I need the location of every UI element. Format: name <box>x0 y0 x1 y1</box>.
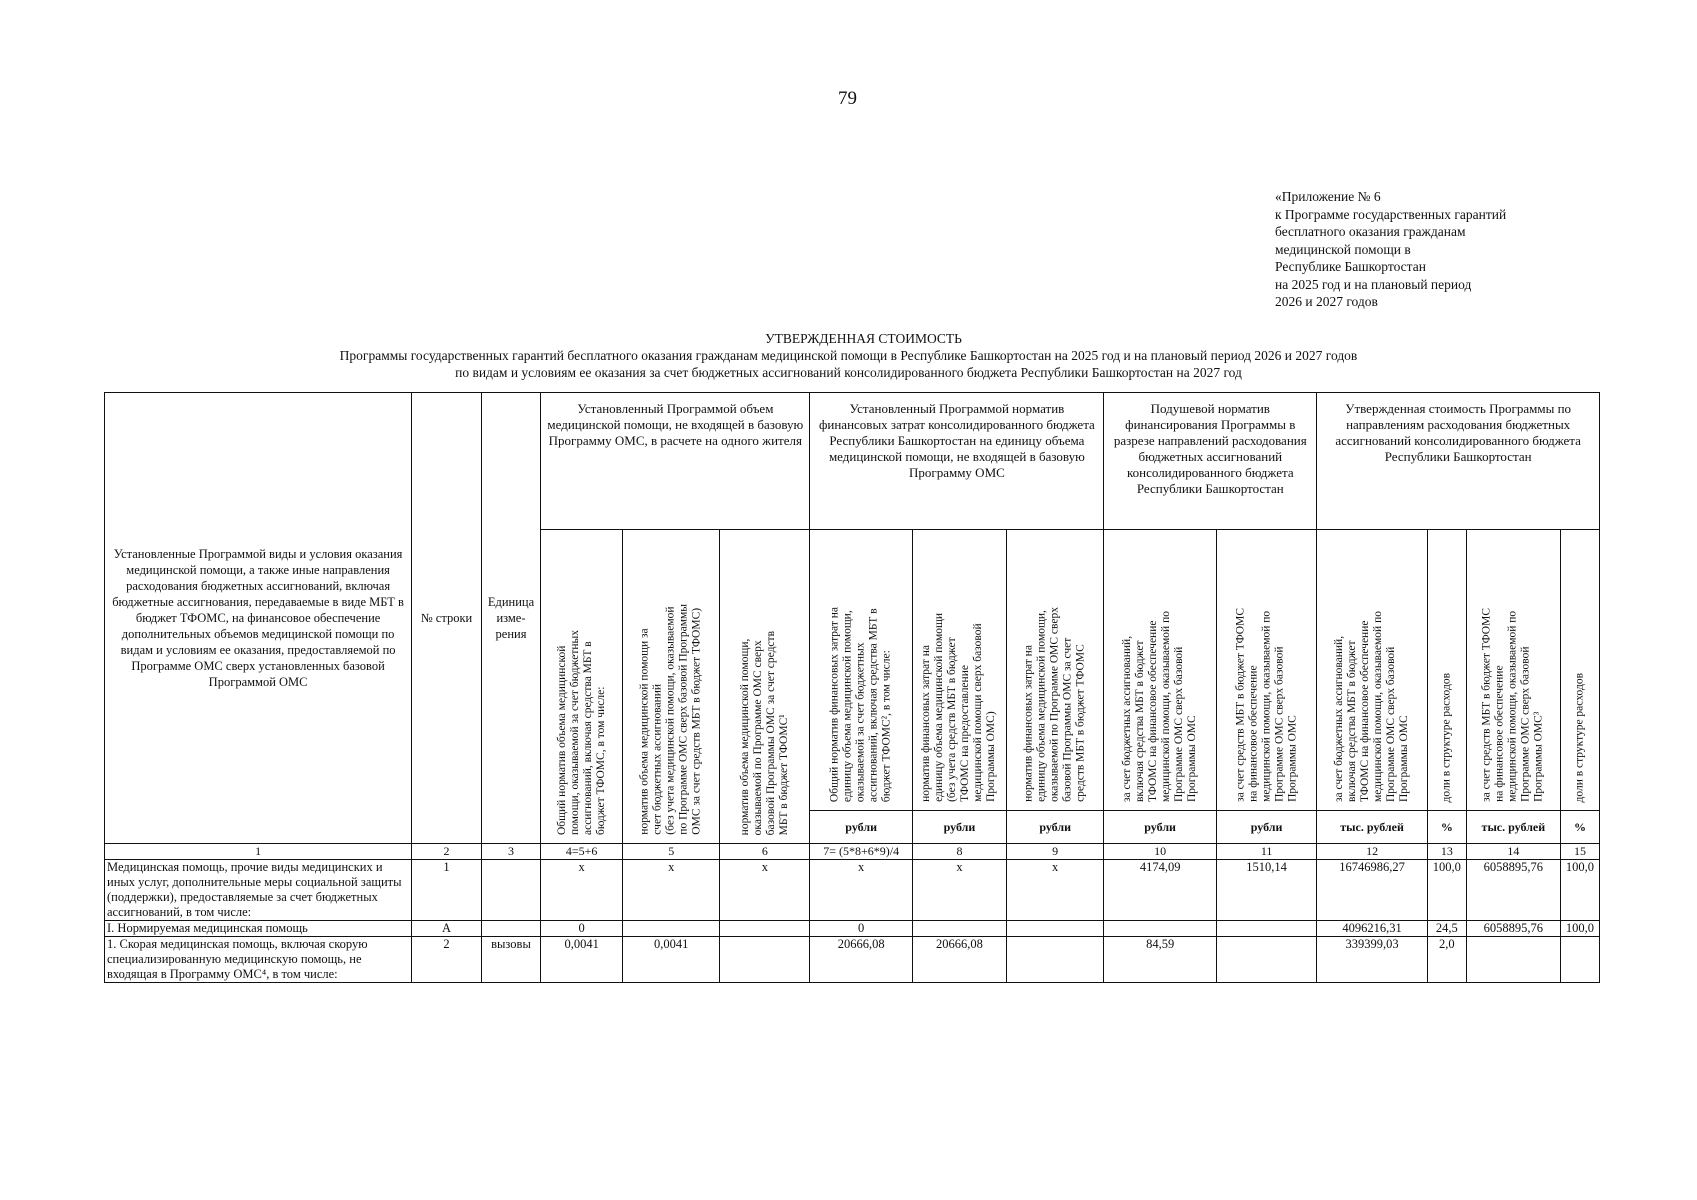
cell: х <box>541 860 623 921</box>
cell: 100,0 <box>1560 860 1599 921</box>
cell <box>1104 921 1217 937</box>
table-row <box>105 921 1600 937</box>
appendix-line: бесплатного оказания гражданам <box>1275 224 1466 239</box>
page-number: 79 <box>838 88 857 109</box>
cell: х <box>1007 860 1104 921</box>
cell: х <box>720 860 810 921</box>
unit-cell: % <box>1427 811 1466 844</box>
cell: 0 <box>541 921 623 937</box>
vheader-text: за счет бюджетных ассигнований, включая средства МБТ в бюджет ТФОМС на финансовое обеспечение медицинской помощи, оказываемой по Программе ОМС сверх базовой Программы ОМС <box>1121 610 1199 802</box>
column-number: 3 <box>481 844 540 860</box>
vheader-col8 <box>912 530 1006 811</box>
column-number: 2 <box>412 844 482 860</box>
appendix-reference <box>1275 188 1506 311</box>
vheader-col9 <box>1007 530 1104 811</box>
column-number: 11 <box>1216 844 1316 860</box>
column-number: 12 <box>1317 844 1428 860</box>
vheader-col4 <box>541 530 623 844</box>
header-unit: Единица изме-рения <box>481 393 540 844</box>
header-row-number: № строки <box>412 393 482 844</box>
cell <box>1466 937 1560 983</box>
vheader-col7 <box>810 530 912 811</box>
title-subtitle: Программы государственных гарантий бесплатного оказания гражданам медицинской помощи в Республике Башкортостан на 2025 год и на плановый период 2026 и 2027 годов <box>339 348 1358 363</box>
cell: 16746986,27 <box>1317 860 1428 921</box>
cell: А <box>412 921 482 937</box>
column-number: 5 <box>623 844 720 860</box>
unit-cell: тыс. рублей <box>1466 811 1560 844</box>
cell: х <box>912 860 1006 921</box>
cell: 20666,08 <box>912 937 1006 983</box>
document-title <box>0 330 1697 381</box>
unit-cell: рубли <box>810 811 912 844</box>
vheader-text: доли в структуре расходов <box>1573 672 1586 802</box>
cell: вызовы <box>481 937 540 983</box>
column-number: 14 <box>1466 844 1560 860</box>
cell <box>1007 937 1104 983</box>
vheader-text: норматив объема медицинской помощи за счет бюджетных ассигнований (без учета медицинской помощи, оказываемой по Программе ОМС сверх базовой Программы ОМС за счет средств МБТ в бюджет ТФОМС) <box>638 604 703 835</box>
cell <box>623 921 720 937</box>
table-row <box>105 937 1600 983</box>
cell: 0 <box>810 921 912 937</box>
cell <box>481 921 540 937</box>
vheader-text: за счет средств МБТ в бюджет ТФОМС на финансовое обеспечение медицинской помощи, оказываемой по Программе ОМС сверх базовой Программы ОМС <box>1234 608 1299 802</box>
cell: 2,0 <box>1427 937 1466 983</box>
column-number: 1 <box>105 844 412 860</box>
cell: 0,0041 <box>541 937 623 983</box>
vheader-text: норматив финансовых затрат на единицу объема медицинской помощи, оказываемой по Программе ОМС сверх базовой Программы ОМС за счет средств МБТ в бюджет ТФОМС <box>1022 607 1087 802</box>
cell: 2 <box>412 937 482 983</box>
vheader-col15 <box>1560 530 1599 811</box>
cell: 84,59 <box>1104 937 1217 983</box>
cell: 100,0 <box>1427 860 1466 921</box>
column-number: 15 <box>1560 844 1599 860</box>
appendix-line: «Приложение № 6 <box>1275 189 1381 204</box>
cell <box>481 860 540 921</box>
row-name: 1. Скорая медицинская помощь, включая скорую специализированную медицинскую помощь, не входящая в Программу ОМС⁴, в том числе: <box>105 937 412 983</box>
column-number: 6 <box>720 844 810 860</box>
cell <box>1007 921 1104 937</box>
unit-cell: рубли <box>1104 811 1217 844</box>
column-number: 13 <box>1427 844 1466 860</box>
cell: 24,5 <box>1427 921 1466 937</box>
column-number: 7= (5*8+6*9)/4 <box>810 844 912 860</box>
appendix-line: на 2025 год и на плановый период <box>1275 276 1472 292</box>
column-number: 9 <box>1007 844 1104 860</box>
cell <box>720 921 810 937</box>
header-kinds: Установленные Программой виды и условия оказания медицинской помощи, а также иные направления расходования бюджетных ассигнований, включая бюджетные ассигнования, передаваемые в виде МБТ в бюджет ТФОМС, на финансовое обеспечение дополнительных объемов медицинской помощи по видам и условиям ее оказания, предоставляемой по Программе ОМС сверх установленных базовой Программой ОМС <box>105 393 412 844</box>
title-subtitle-2: по видам и условиям ее оказания за счет бюджетных ассигнований консолидированного бюджета Республики Башкортостан на 2027 год <box>455 365 1242 380</box>
vheader-col11 <box>1216 530 1316 811</box>
cell: 20666,08 <box>810 937 912 983</box>
cell <box>1216 921 1316 937</box>
unit-cell: % <box>1560 811 1599 844</box>
cell: 6058895,76 <box>1466 860 1560 921</box>
unit-cell: рубли <box>1007 811 1104 844</box>
vheader-text: норматив объема медицинской помощи, оказываемой по Программе ОМС сверх базовой Программы ОМС за счет средств МБТ в бюджет ТФОМС¹ <box>738 630 790 835</box>
header-group-approved-cost: Утвержденная стоимость Программы по направлениям расходования бюджетных ассигнований консолидированного бюджета Республики Башкортостан <box>1317 393 1600 530</box>
vheader-text: доли в структуре расходов <box>1440 672 1453 802</box>
vheader-col5 <box>623 530 720 844</box>
title-heading: УТВЕРЖДЕННАЯ СТОИМОСТЬ <box>765 331 962 346</box>
unit-cell: рубли <box>912 811 1006 844</box>
cost-table <box>104 392 1600 983</box>
vheader-text: Общий норматив объема медицинской помощи, оказываемой за счет бюджетных ассигнований, включая средства МБТ в бюджет ТФОМС, в том числе: <box>555 629 607 835</box>
appendix-line: к Программе государственных гарантий <box>1275 206 1507 222</box>
cell <box>912 921 1006 937</box>
cell <box>1560 937 1599 983</box>
cell: х <box>623 860 720 921</box>
column-number: 4=5+6 <box>541 844 623 860</box>
vheader-col14 <box>1466 530 1560 811</box>
vheader-col10 <box>1104 530 1217 811</box>
unit-cell: рубли <box>1216 811 1316 844</box>
column-number-row <box>105 844 1600 860</box>
appendix-line: 2026 и 2027 годов <box>1275 294 1378 309</box>
vheader-text: норматив финансовых затрат на единицу объема медицинской помощи (без учета средств МБТ в бюджет ТФОМС на предоставление медицинской помощи сверх базовой Программы ОМС) <box>920 613 998 802</box>
cell: 6058895,76 <box>1466 921 1560 937</box>
cell: 1 <box>412 860 482 921</box>
cell: 100,0 <box>1560 921 1599 937</box>
appendix-line: медицинской помощи в <box>1275 241 1411 257</box>
cell: 339399,03 <box>1317 937 1428 983</box>
cell <box>1216 937 1316 983</box>
cell: 4174,09 <box>1104 860 1217 921</box>
table-row <box>105 860 1600 921</box>
cell: 4096216,31 <box>1317 921 1428 937</box>
vheader-text: за счет бюджетных ассигнований, включая средства МБТ в бюджет ТФОМС на финансовое обеспечение медицинской помощи, оказываемой по Программе ОМС сверх базовой Программы ОМС <box>1333 610 1411 802</box>
vheader-col12 <box>1317 530 1428 811</box>
vheader-col6 <box>720 530 810 844</box>
cell <box>720 937 810 983</box>
cell: 1510,14 <box>1216 860 1316 921</box>
vheader-col13 <box>1427 530 1466 811</box>
row-name: I. Нормируемая медицинская помощь <box>105 921 412 937</box>
vheader-text: за счет средств МБТ в бюджет ТФОМС на финансовое обеспечение медицинской помощи, оказываемой по Программе ОМС сверх базовой Программы ОМС³ <box>1480 608 1545 802</box>
cell: 0,0041 <box>623 937 720 983</box>
appendix-line: Республике Башкортостан <box>1275 259 1426 274</box>
column-number: 8 <box>912 844 1006 860</box>
cell: х <box>810 860 912 921</box>
header-group-volume: Установленный Программой объем медицинской помощи, не входящей в базовую Программу ОМС, в расчете на одного жителя <box>541 393 810 530</box>
column-number: 10 <box>1104 844 1217 860</box>
header-group-per-capita: Подушевой норматив финансирования Программы в разрезе направлений расходования бюджетных ассигнований консолидированного бюджета Республики Башкортостан <box>1104 393 1317 530</box>
vheader-text: Общий норматив финансовых затрат на единицу объема медицинской помощи, оказываемой за счет бюджетных ассигнований, включая средства МБТ в бюджет ТФОМС², в том числе: <box>828 606 893 802</box>
row-name: Медицинская помощь, прочие виды медицинских и иных услуг, дополнительные меры социальной защиты (поддержки), предоставляемые за счет бюджетных ассигнований, в том числе: <box>105 860 412 921</box>
header-group-cost-norm: Установленный Программой норматив финансовых затрат консолидированного бюджета Республики Башкортостан на единицу объема медицинской помощи, не входящей в базовую Программу ОМС <box>810 393 1104 530</box>
unit-cell: тыс. рублей <box>1317 811 1428 844</box>
